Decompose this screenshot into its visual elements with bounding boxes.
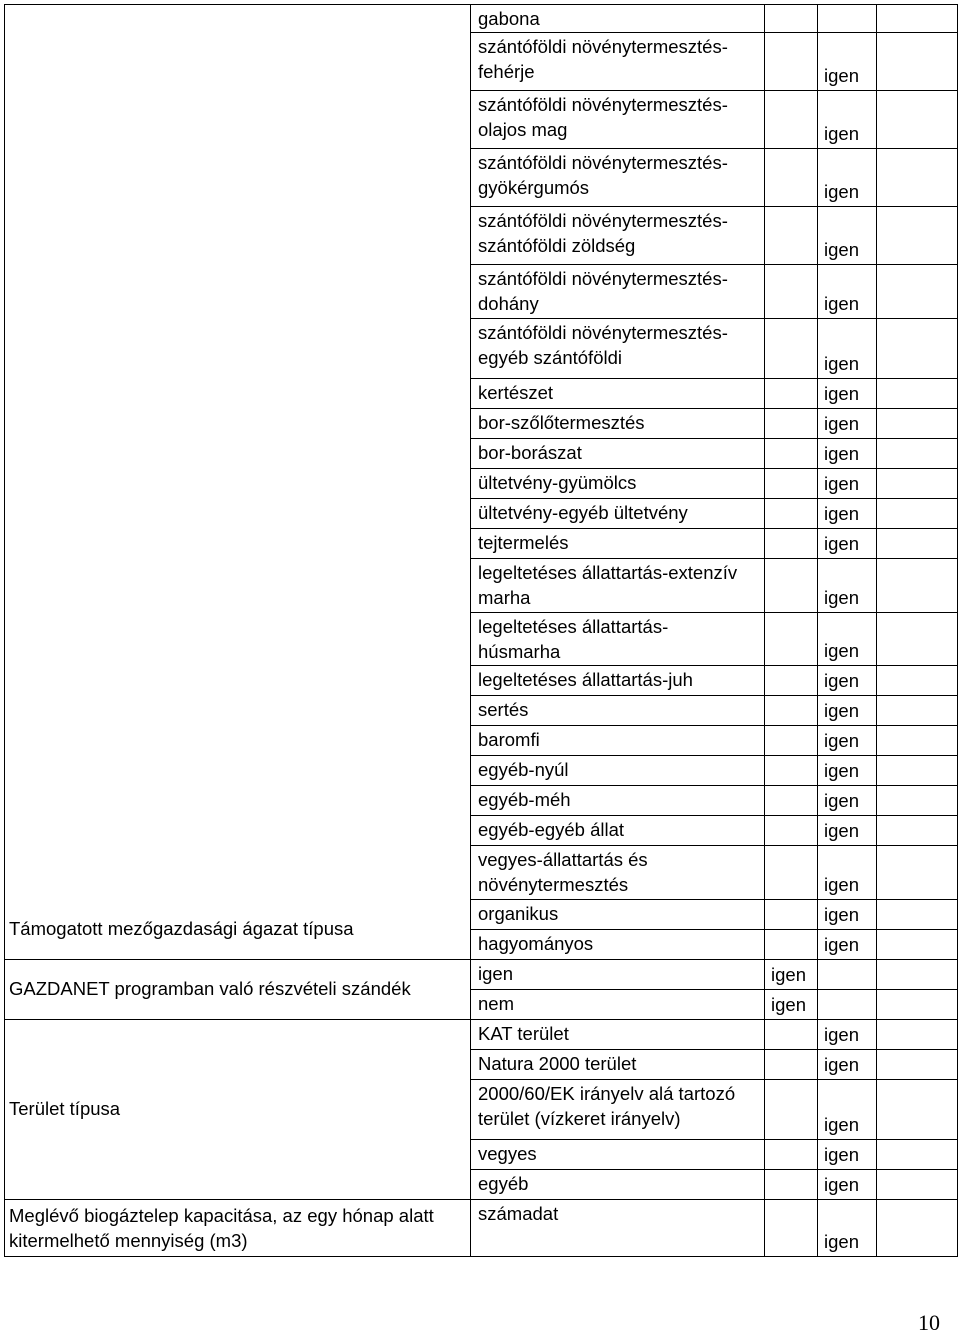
answer-value: igen [824,820,859,841]
answer-cell-1 [764,1169,818,1200]
answer-cell-1 [764,725,818,756]
answer-value: igen [824,293,859,314]
answer-value: igen [771,994,806,1015]
option-label: legeltetéses állattartás-juh [478,669,693,690]
answer-value: igen [824,1144,859,1165]
option-label: egyéb-nyúl [478,759,569,780]
option-label: szántóföldi növénytermesztés- dohány [478,268,728,314]
answer-cell-1 [764,148,818,207]
option-label: legeltetéses állattartás- húsmarha [478,616,669,662]
answer-cell-1 [764,528,818,559]
answer-cell-1 [764,1139,818,1170]
answer-value: igen [824,874,859,895]
page-number: 10 [918,1310,940,1335]
option-label: szántóföldi növénytermesztés- egyéb szántóföldi [478,322,728,368]
answer-value: igen [824,640,859,661]
answer-cell-1 [764,264,818,319]
option-label: vegyes [478,1143,537,1164]
answer-value: igen [824,503,859,524]
answer-cell-1 [764,612,818,666]
answer-value: igen [824,1114,859,1135]
answer-cell-1 [764,438,818,469]
answer-cell-1 [764,899,818,930]
option-label: szántóföldi növénytermesztés- olajos mag [478,94,728,140]
answer-value: igen [824,670,859,691]
answer-value: igen [824,1054,859,1075]
option-label: KAT terület [478,1023,569,1044]
answer-value: igen [824,760,859,781]
option-label: szántóföldi növénytermesztés- gyökérgumós [478,152,728,198]
section-label-cell [4,4,471,960]
answer-cell-1 [764,1079,818,1140]
option-label: egyéb-egyéb állat [478,819,625,840]
option-label: gabona [478,8,540,29]
answer-cell-1 [764,1049,818,1080]
option-label: nem [478,993,514,1014]
answer-value: igen [824,413,859,434]
option-label: legeltetéses állattartás-extenzív marha [478,562,738,608]
answer-cell-1 [764,32,818,91]
answer-cell-1 [764,558,818,613]
answer-value: igen [824,790,859,811]
option-label: egyéb-méh [478,789,571,810]
option-label: tejtermelés [478,532,569,553]
option-label: baromfi [478,729,540,750]
answer-cell-1 [764,4,818,33]
answer-value: igen [824,181,859,202]
answer-value: igen [824,123,859,144]
option-label: kertészet [478,382,554,403]
answer-cell-1 [764,206,818,265]
answer-value: igen [771,964,806,985]
answer-value: igen [824,1231,859,1252]
option-label: 2000/60/EK irányelv alá tartozó terület (vízkeret irányelv) [478,1083,736,1129]
answer-cell-1 [764,1199,818,1257]
answer-cell-3 [876,959,958,990]
answer-value: igen [824,383,859,404]
answer-cell-3 [876,4,958,33]
answer-cell-1 [764,845,818,900]
answer-value: igen [824,587,859,608]
option-label: szántóföldi növénytermesztés- fehérje [478,36,728,82]
answer-cell-3 [876,989,958,1020]
answer-value: igen [824,904,859,925]
answer-value: igen [824,443,859,464]
section-label: GAZDANET programban való részvételi szándék [9,978,411,999]
answer-cell-2 [817,4,877,33]
answer-cell-1 [764,318,818,379]
option-label: organikus [478,903,559,924]
answer-cell-1 [764,815,818,846]
option-label: vegyes-állattartás és növénytermesztés [478,849,648,895]
option-label: számadat [478,1203,559,1224]
answer-cell-1 [764,408,818,439]
answer-value: igen [824,239,859,260]
answer-cell-1 [764,929,818,960]
answer-cell-1 [764,785,818,816]
option-label: szántóföldi növénytermesztés- szántóföldi zöldség [478,210,728,256]
section-label: Terület típusa [9,1098,121,1119]
option-label: hagyományos [478,933,594,954]
answer-cell-1 [764,1019,818,1050]
answer-cell-1 [764,755,818,786]
answer-cell-1 [764,378,818,409]
answer-value: igen [824,353,859,374]
option-label: bor-borászat [478,442,582,463]
option-label: ültetvény-gyümölcs [478,472,637,493]
answer-value: igen [824,934,859,955]
answer-cell-1 [764,468,818,499]
answer-cell-1 [764,665,818,696]
option-label: bor-szőlőtermesztés [478,412,645,433]
option-label: egyéb [478,1173,529,1194]
answer-value: igen [824,533,859,554]
answer-value: igen [824,730,859,751]
option-label: sertés [478,699,529,720]
answer-value: igen [824,1174,859,1195]
answer-cell-1 [764,695,818,726]
answer-cell-1 [764,498,818,529]
answer-value: igen [824,473,859,494]
answer-value: igen [824,700,859,721]
option-label: ültetvény-egyéb ültetvény [478,502,688,523]
section-label: Meglévő biogáztelep kapacitása, az egy hónap alatt kitermelhető mennyiség (m3) [9,1205,434,1251]
answer-cell-1 [764,90,818,149]
answer-value: igen [824,1024,859,1045]
section-label: Támogatott mezőgazdasági ágazat típusa [9,918,354,939]
option-label: Natura 2000 terület [478,1053,637,1074]
answer-value: igen [824,65,859,86]
option-label: igen [478,963,513,984]
